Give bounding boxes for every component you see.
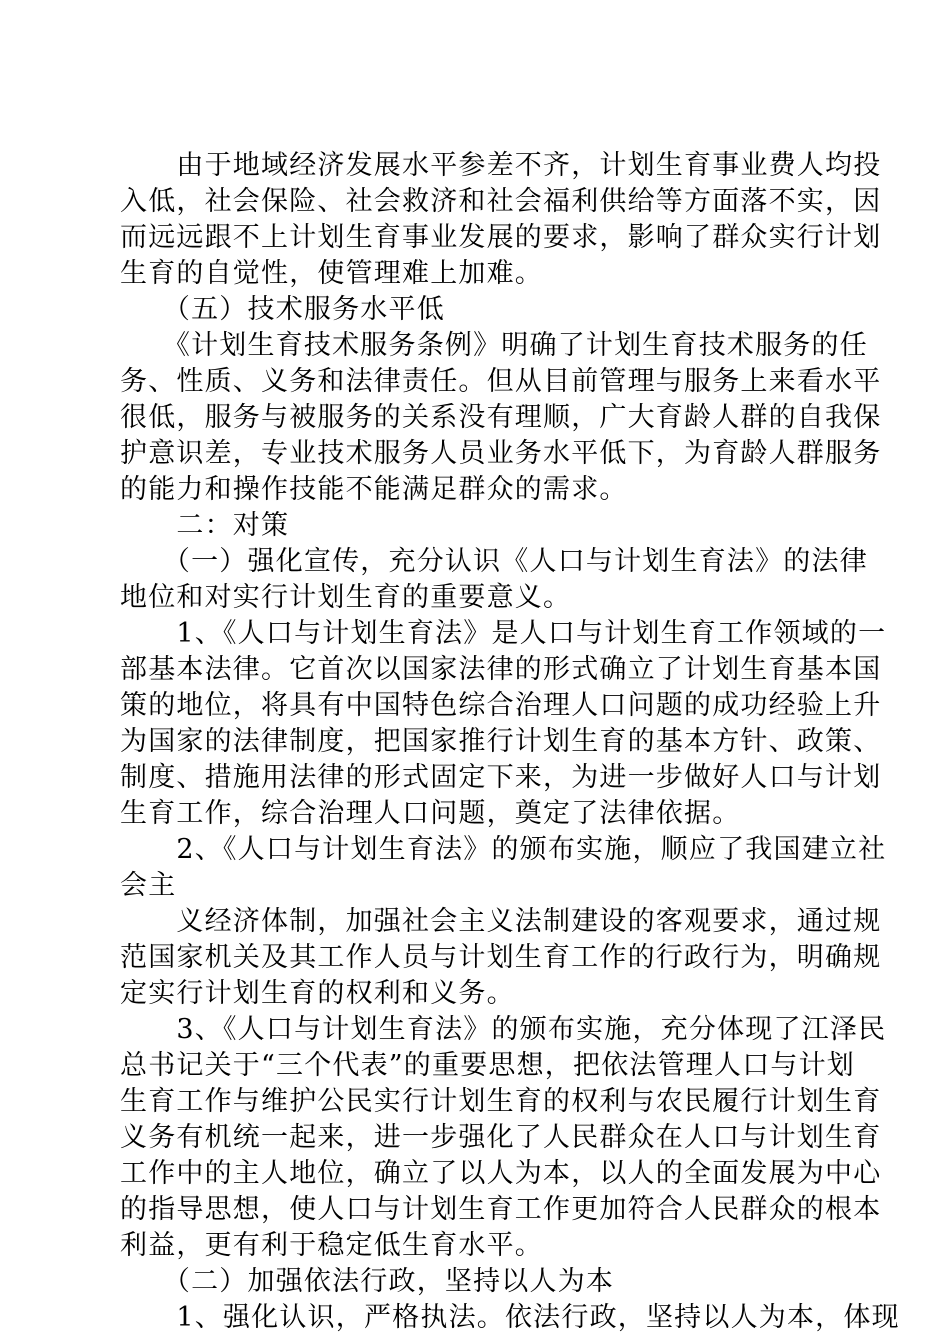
text-line: 护意识差，专业技术服务人员业务水平低下，为育龄人群服务	[120, 438, 882, 469]
text-line: 为国家的法律制度，把国家推行计划生育的基本方针、政策、	[120, 726, 882, 757]
text-line: 1、强化认识，严格执法。依法行政，坚持以人为本，体现	[120, 1302, 900, 1333]
text-line: 很低，服务与被服务的关系没有理顺，广大育龄人群的自我保	[120, 402, 882, 433]
text-line: 3、《人口与计划生育法》的颁布实施，充分体现了江泽民	[120, 1014, 887, 1045]
text-line: 义务有机统一起来，进一步强化了人民群众在人口与计划生育	[120, 1122, 882, 1153]
text-line: 策的地位，将具有中国特色综合治理人口问题的成功经验上升	[120, 690, 882, 721]
text-line: 的能力和操作技能不能满足群众的需求。	[120, 474, 628, 505]
text-line: 利益，更有利于稳定低生育水平。	[120, 1230, 543, 1261]
text-line: 2、《人口与计划生育法》的颁布实施，顺应了我国建立社	[120, 834, 887, 865]
text-line: 务、性质、义务和法律责任。但从目前管理与服务上来看水平	[120, 366, 882, 397]
section-heading: （五）技术服务水平低	[120, 294, 445, 325]
text-line: 由于地域经济发展水平参差不齐，计划生育事业费人均投	[120, 150, 882, 181]
text-line: 地位和对实行计划生育的重要意义。	[120, 582, 572, 613]
text-line: 生育工作，综合治理人口问题，奠定了法律依据。	[120, 798, 741, 829]
text-line: （一）强化宣传，充分认识《人口与计划生育法》的法律	[120, 546, 868, 577]
text-line: 生育的自觉性，使管理难上加难。	[120, 258, 543, 289]
text-line: 范国家机关及其工作人员与计划生育工作的行政行为，明确规	[120, 942, 882, 973]
text-line: 《计划生育技术服务条例》明确了计划生育技术服务的任	[120, 330, 868, 361]
text-line: 生育工作与维护公民实行计划生育的权利与农民履行计划生育	[120, 1086, 882, 1117]
section-heading: （二）加强依法行政，坚持以人为本	[120, 1266, 615, 1297]
text-line: 制度、措施用法律的形式固定下来，为进一步做好人口与计划	[120, 762, 882, 793]
text-line: 的指导思想，使人口与计划生育工作更加符合人民群众的根本	[120, 1194, 882, 1225]
text-line: 工作中的主人地位，确立了以人为本，以人的全面发展为中心	[120, 1158, 882, 1189]
text-line: 会主	[120, 870, 177, 901]
text-line: 而远远跟不上计划生育事业发展的要求，影响了群众实行计划	[120, 222, 882, 253]
text-line: 总书记关于“三个代表”的重要思想，把依法管理人口与计划	[120, 1050, 856, 1081]
text-line: 义经济体制，加强社会主义法制建设的客观要求，通过规	[120, 906, 882, 937]
text-line: 1、《人口与计划生育法》是人口与计划生育工作领域的一	[120, 618, 887, 649]
text-line: 部基本法律。它首次以国家法律的形式确立了计划生育基本国	[120, 654, 882, 685]
section-heading: 二：对策	[120, 510, 290, 541]
text-line: 定实行计划生育的权利和义务。	[120, 978, 515, 1009]
text-line: 入低，社会保险、社会救济和社会福利供给等方面落不实，因	[120, 186, 882, 217]
